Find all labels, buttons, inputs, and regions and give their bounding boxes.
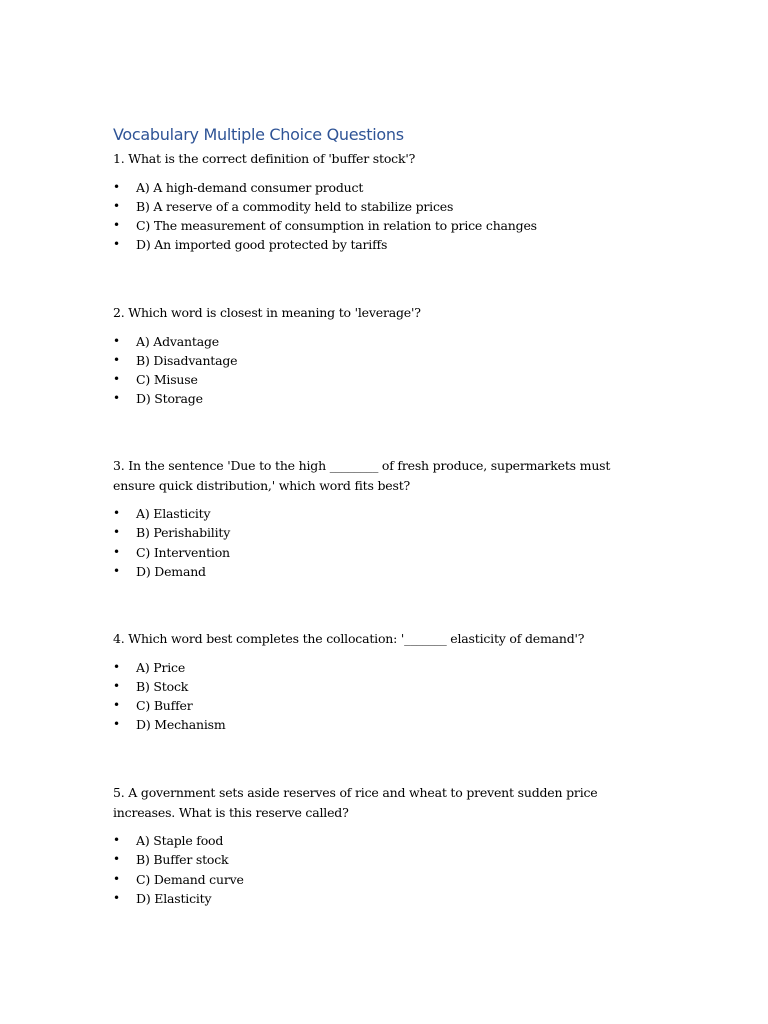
- options-list: [113, 332, 653, 409]
- option-text: C) Buffer: [136, 698, 193, 714]
- question-5: [113, 783, 653, 908]
- option-item: [113, 850, 653, 869]
- question-text: 5. A government sets aside reserves of rice and wheat to prevent sudden price increases. What is this reserve called?: [113, 785, 598, 820]
- question-3: [113, 456, 653, 581]
- bullet-icon: •: [113, 179, 120, 194]
- bullet-icon: •: [113, 871, 120, 886]
- option-item: [113, 504, 653, 523]
- option-item: [113, 178, 653, 197]
- option-text: D) Mechanism: [136, 717, 226, 733]
- option-text: A) Elasticity: [136, 506, 211, 521]
- bullet-icon: •: [113, 391, 120, 406]
- option-text: B) Stock: [136, 678, 189, 694]
- question-4: [113, 629, 653, 735]
- option-item: [113, 715, 653, 734]
- question-text: 1. What is the correct definition of 'buffer stock'?: [113, 151, 416, 166]
- question-1: [113, 149, 653, 255]
- option-item: [113, 351, 653, 370]
- bullet-icon: •: [113, 237, 120, 252]
- option-text: B) Buffer stock: [136, 852, 229, 868]
- option-item: [113, 197, 653, 216]
- options-list: [113, 504, 653, 581]
- bullet-icon: •: [113, 198, 120, 213]
- bullet-icon: •: [113, 717, 120, 732]
- bullet-icon: •: [113, 506, 120, 520]
- option-text: D) An imported good protected by tariffs: [136, 237, 388, 253]
- option-item: [113, 677, 653, 696]
- option-text: A) Staple food: [136, 833, 224, 848]
- bullet-icon: •: [113, 352, 120, 367]
- option-text: B) A reserve of a commodity held to stabilize prices: [136, 198, 454, 214]
- bullet-icon: •: [113, 678, 120, 693]
- option-text: A) A high-demand consumer product: [136, 179, 364, 195]
- bullet-icon: •: [113, 563, 120, 578]
- option-text: A) Advantage: [136, 333, 219, 349]
- option-text: C) Demand curve: [136, 871, 244, 887]
- option-item: [113, 389, 653, 408]
- option-text: C) Misuse: [136, 372, 198, 388]
- option-item: [113, 889, 653, 908]
- option-item: [113, 370, 653, 389]
- option-item: [113, 523, 653, 542]
- option-text: B) Disadvantage: [136, 352, 238, 368]
- option-item: [113, 831, 653, 850]
- bullet-icon: •: [113, 659, 120, 674]
- bullet-icon: •: [113, 525, 120, 540]
- question-text: 4. Which word best completes the collocation: '_______ elasticity of demand'?: [113, 631, 585, 646]
- option-text: D) Storage: [136, 391, 203, 407]
- bullet-icon: •: [113, 544, 120, 559]
- bullet-icon: •: [113, 852, 120, 867]
- option-item: [113, 216, 653, 235]
- bullet-icon: •: [113, 333, 120, 348]
- option-item: [113, 658, 653, 677]
- bullet-icon: •: [113, 833, 120, 847]
- question-text: 2. Which word is closest in meaning to 'leverage'?: [113, 305, 421, 320]
- option-text: C) Intervention: [136, 544, 230, 560]
- option-text: B) Perishability: [136, 525, 231, 541]
- option-item: [113, 696, 653, 715]
- bullet-icon: •: [113, 698, 120, 713]
- option-item: [113, 870, 653, 889]
- options-list: [113, 831, 653, 908]
- document-title: Vocabulary Multiple Choice Questions: [113, 125, 404, 144]
- option-item: [113, 235, 653, 254]
- option-text: D) Elasticity: [136, 890, 212, 906]
- options-list: [113, 658, 653, 735]
- question-text: 3. In the sentence 'Due to the high ________ of fresh produce, supermarkets must ensure quick distribution,' which word fits best?: [113, 458, 611, 493]
- document-page: [113, 124, 653, 906]
- option-text: C) The measurement of consumption in relation to price changes: [136, 218, 537, 234]
- option-item: [113, 543, 653, 562]
- option-text: A) Price: [136, 659, 186, 675]
- question-2: [113, 303, 653, 409]
- bullet-icon: •: [113, 372, 120, 387]
- bullet-icon: •: [113, 218, 120, 233]
- bullet-icon: •: [113, 890, 120, 905]
- options-list: [113, 178, 653, 255]
- option-text: D) Demand: [136, 563, 206, 579]
- option-item: [113, 332, 653, 351]
- option-item: [113, 562, 653, 581]
